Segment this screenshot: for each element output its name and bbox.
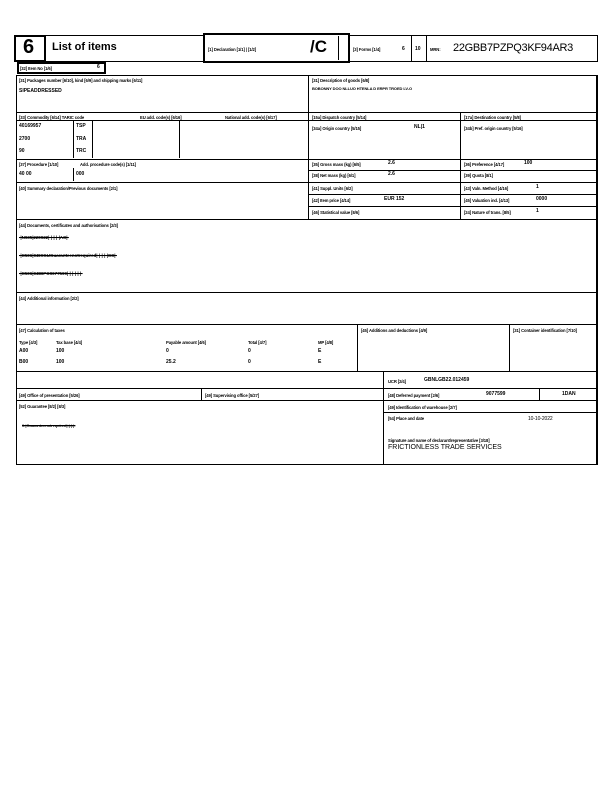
destination-country-label: [17a] Destination country [5/8] xyxy=(464,115,521,120)
document-line: -|C506|GBDPO9077599|-|-|-|-|-|- xyxy=(19,271,83,276)
gross-mass-label: [35] Gross mass (kg) [6/5] xyxy=(312,162,361,167)
signature-value: FRICTIONLESS TRADE SERVICES xyxy=(388,444,502,451)
divider xyxy=(16,371,598,372)
guarantee-label: [52] Guarantee [8/2] [8/3] xyxy=(19,404,66,409)
divider xyxy=(383,412,598,413)
calculation-label: [47] Calculation of taxes xyxy=(19,328,65,333)
document-line: -|N935|220922|-|-|-|-|AC|- xyxy=(19,235,69,240)
calc-cell: 100 xyxy=(56,348,65,354)
forms-divider-1 xyxy=(411,35,412,62)
packages-label: [31] Packages number [6/10], kind [6/9] and shipping marks [6/11] xyxy=(19,78,143,83)
warehouse-id-label: [49] Identification of warehouse [2/7] xyxy=(388,405,457,410)
header-top-line xyxy=(46,35,204,36)
calc-header: MP [4/8] xyxy=(318,340,334,345)
declaration-value: /C xyxy=(310,37,327,56)
documents-label: [44] Documents, certificates and authorisations [2/3] xyxy=(19,223,118,228)
divider xyxy=(539,388,540,400)
calc-cell: 25.2 xyxy=(166,359,176,365)
divider xyxy=(357,324,358,371)
divider xyxy=(16,400,598,401)
office-presentation-label: [49] Office of presentation [5/26] xyxy=(19,393,80,398)
divider xyxy=(73,168,74,181)
calc-cell: E xyxy=(318,359,322,365)
origin-country-label: [34a] Origin country [5/15] xyxy=(312,126,362,131)
calc-header: Total [4/7] xyxy=(248,340,267,345)
divider xyxy=(16,159,598,160)
declaration-label: [1] Declaration [1/1] | [1/2] xyxy=(208,47,257,52)
calc-header: Tax base [4/4] xyxy=(56,340,82,345)
divider xyxy=(16,219,598,220)
commodity-tag: TRA xyxy=(76,136,87,142)
container-id-label: [31] Container identification [7/10] xyxy=(513,328,577,333)
packages-value: SIPEADDRESSED xyxy=(19,88,62,94)
calc-cell: 100 xyxy=(56,359,65,365)
divider xyxy=(308,206,598,207)
main-frame xyxy=(16,75,598,465)
add-procedure-label: Add. procedure code(s) [1/11] xyxy=(80,162,136,167)
supervising-office-label: [49] Supervising office [5/27] xyxy=(205,393,260,398)
origin-country-value: NL|1 xyxy=(414,124,425,130)
procedure-label: [37] Procedure [1/10] xyxy=(19,162,59,167)
divider xyxy=(16,112,598,113)
supp-units-label: [41] Suppl. Units [6/2] xyxy=(312,186,353,191)
calc-cell: B00 xyxy=(19,359,29,365)
divider xyxy=(92,120,93,158)
deferred-payment-value: 9077599 xyxy=(486,391,506,397)
divider xyxy=(16,292,598,293)
preference-label: [36] Preference [4/17] xyxy=(464,162,505,167)
commodity-tag: TSP xyxy=(76,123,86,129)
page-title: List of items xyxy=(52,41,117,53)
net-mass-value: 2.6 xyxy=(388,171,395,177)
mrn-value: 22GBB7PZPQ3KF94AR3 xyxy=(453,42,573,54)
divider xyxy=(308,75,309,113)
divider xyxy=(16,388,598,389)
divider xyxy=(73,120,74,158)
commodity-tag: TRC xyxy=(76,148,87,154)
sheet-number: 6 xyxy=(23,36,35,58)
place-date-label: [54] Place and date xyxy=(388,416,425,421)
divider xyxy=(383,371,384,465)
deferred-payment-label: [48] Deferred payment [2/6] xyxy=(388,393,440,398)
forms-total: 10 xyxy=(415,46,421,52)
description-label: [31] Description of goods [6/8] xyxy=(312,78,370,83)
divider xyxy=(460,112,461,220)
guarantee-value: 0-|Guaranteenotrequired|-|-|-|- xyxy=(22,423,76,428)
calc-cell: 0 xyxy=(166,348,169,354)
quota-label: [39] Quota [8/1] xyxy=(464,173,493,178)
mrn-label: MRN: xyxy=(430,47,441,52)
divider xyxy=(201,388,202,400)
valuation-ind-label: [45] Valuation ind. [4/13] xyxy=(464,198,510,203)
item-no-label: [32] Item No [1/6] xyxy=(20,66,52,71)
forms-current: 6 xyxy=(402,46,405,52)
additions-deductions-label: [45] Additions and deductions [4/9] xyxy=(361,328,428,333)
nature-of-trans-label: [24] Nature of trans. [8/5] xyxy=(464,210,511,215)
commodity-code: 90 xyxy=(19,148,25,154)
national-add-codes-label: National add. code(s) [6/17] xyxy=(225,115,277,120)
ucr-label: UCR [2/4] xyxy=(388,379,406,384)
summary-declaration-label: [40] Summary declaration/Previous documents [2/1] xyxy=(19,186,118,191)
divider xyxy=(16,182,598,183)
deferred-payment-extra: 1DAN xyxy=(562,391,576,397)
item-no-value: 6 xyxy=(97,64,100,70)
signature-label: Signature and name of declarant/representative [3/18] xyxy=(388,438,490,443)
forms-label: [3] Forms [1/4] xyxy=(353,47,381,52)
nature-of-trans-value: 1 xyxy=(536,208,539,214)
commodity-code: 2700 xyxy=(19,136,31,142)
valuation-method-value: 1 xyxy=(536,184,539,190)
add-procedure-value: 000 xyxy=(76,171,85,177)
description-value: BOBONNY DOO NLLUO HTENLA D ERPR TROED LV-O xyxy=(312,86,412,91)
forms-divider-2 xyxy=(426,35,427,62)
valuation-ind-value: 0000 xyxy=(536,196,548,202)
statistical-value-label: [46] Statistical value [8/6] xyxy=(312,210,360,215)
net-mass-label: [38] Net mass (kg) [6/1] xyxy=(312,173,356,178)
document-line: -|C506|GBCGUGuaranteenotrequired|-|-|-|-|CC|- xyxy=(19,253,117,258)
procedure-value: 40 00 xyxy=(19,171,32,177)
divider xyxy=(179,120,180,158)
divider xyxy=(509,324,510,371)
calc-cell: 0 xyxy=(248,348,251,354)
commodity-label: [33] Commodity [6/14] TARIC code xyxy=(19,115,85,120)
gross-mass-value: 2.6 xyxy=(388,160,395,166)
calc-cell: E xyxy=(318,348,322,354)
calc-cell: A00 xyxy=(19,348,29,354)
eu-add-codes-label: EU add. code(s) [6/16] xyxy=(140,115,182,120)
divider xyxy=(308,170,598,171)
valuation-method-label: [43] Valn. Method [4/16] xyxy=(464,186,509,191)
divider xyxy=(16,324,598,325)
item-price-value: EUR 152 xyxy=(384,196,405,202)
preference-value: 100 xyxy=(524,160,533,166)
pref-origin-country-label: [34b] Pref. origin country [5/16] xyxy=(464,126,523,131)
divider xyxy=(16,120,598,121)
commodity-code: 40169957 xyxy=(19,123,42,129)
divider xyxy=(308,112,309,220)
additional-information-label: [44] Additional information [2/2] xyxy=(19,296,79,301)
declaration-divider xyxy=(338,36,339,60)
calc-cell: 0 xyxy=(248,359,251,365)
place-date-value: 10-10-2022 xyxy=(528,416,553,422)
item-price-label: [42] Item price [4/14] xyxy=(312,198,351,203)
calc-header: Payable amount [4/6] xyxy=(166,340,206,345)
divider xyxy=(308,194,598,195)
ucr-value: GBNLGB22.012459 xyxy=(424,377,470,383)
calc-header: Type [4/3] xyxy=(19,340,38,345)
dispatch-country-label: [15a] Dispatch country [5/14] xyxy=(312,115,367,120)
